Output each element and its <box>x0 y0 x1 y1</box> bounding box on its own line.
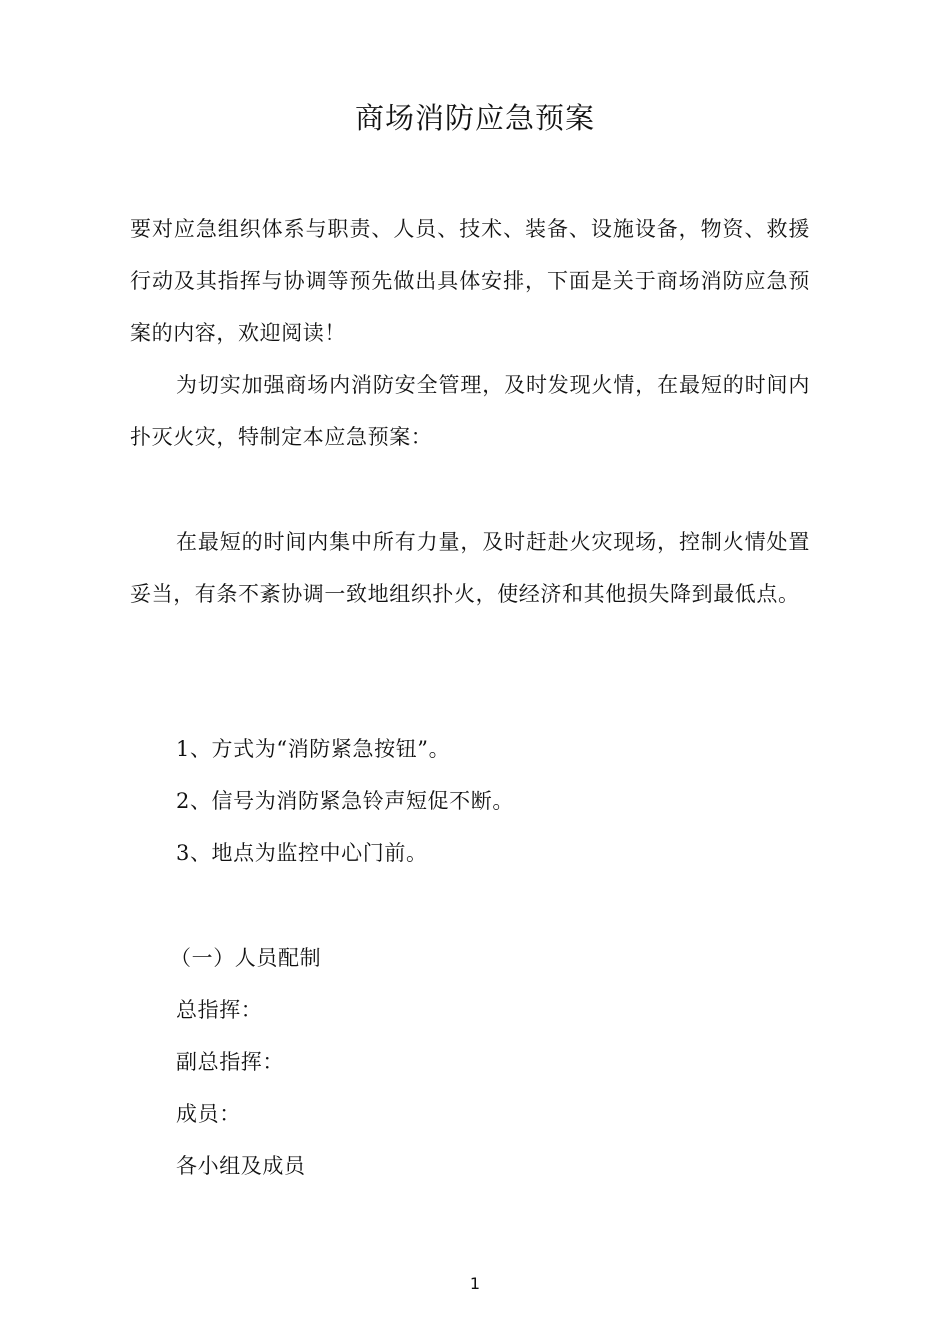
alarm-item-2: 2、信号为消防紧急铃声短促不断。 <box>176 789 514 813</box>
page-number: 1 <box>469 1274 481 1293</box>
document-title: 商场消防应急预案 <box>354 101 595 135</box>
staff-line-deputy: 副总指挥： <box>176 1050 284 1074</box>
goal-paragraph: 在最短的时间内集中所有力量，及时赶赴火灾现场，控制火情处置妥当，有条不紊协调一致地组织扑火，使经济和其他损失降到最低点。 <box>130 530 810 606</box>
section-heading: （一）人员配制 <box>170 946 322 970</box>
alarm-item-1: 1、方式为“消防紧急按钮”。 <box>176 737 451 761</box>
intro-paragraph: 要对应急组织体系与职责、人员、技术、装备、设施设备，物资、救援行动及其指挥与协调等预先做出具体安排，下面是关于商场消防应急预案的内容，欢迎阅读！ <box>130 217 810 345</box>
purpose-paragraph: 为切实加强商场内消防安全管理，及时发现火情，在最短的时间内扑灭火灾，特制定本应急预案： <box>130 373 810 449</box>
staff-line-groups: 各小组及成员 <box>176 1154 306 1178</box>
alarm-item-3: 3、地点为监控中心门前。 <box>176 841 428 865</box>
staff-line-members: 成员： <box>176 1102 241 1126</box>
staff-line-commander: 总指挥： <box>176 998 263 1022</box>
